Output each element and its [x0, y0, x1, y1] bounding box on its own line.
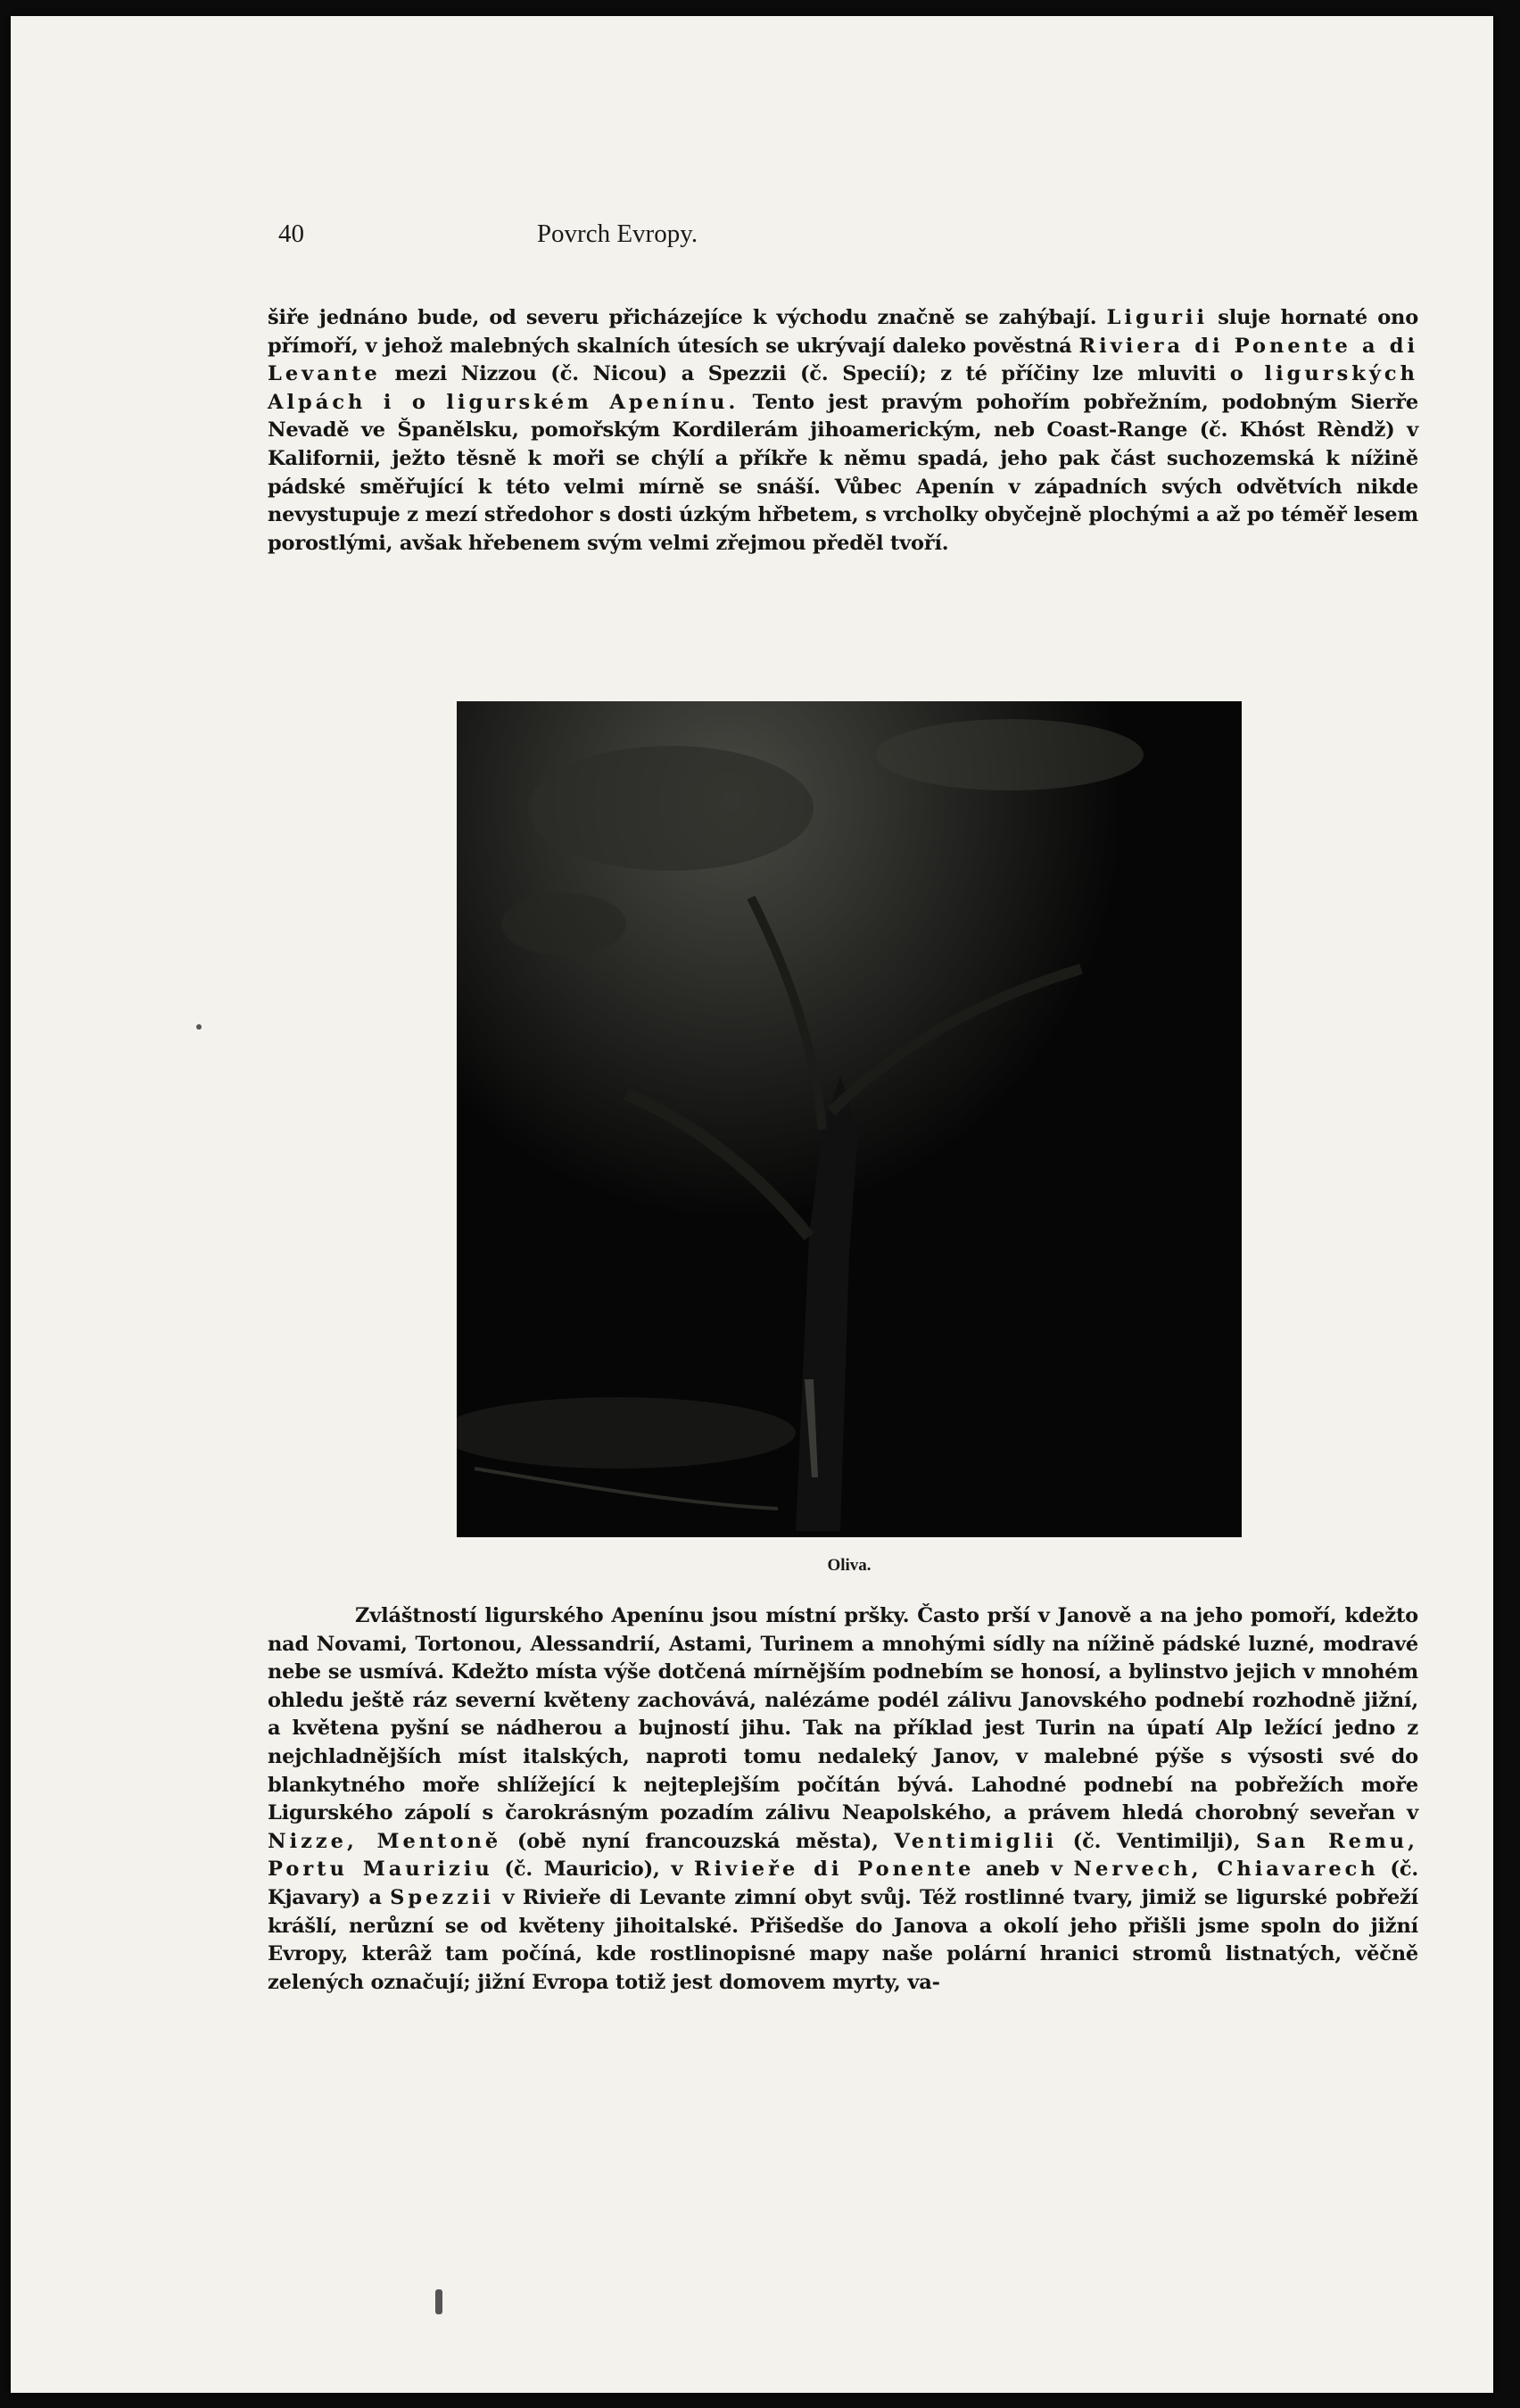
page-number: 40: [278, 219, 304, 248]
paragraph-1: [268, 304, 1418, 558]
text-run: (č. Kjavary) a: [268, 1858, 1418, 1909]
paragraph-2: [268, 1602, 1418, 1997]
text-run: šiře jednáno bude, od severu přicházejíce k východu značně se zahýbají.: [268, 306, 1107, 329]
spaced-term: o ligurských Alpách i o ligurském Apenínu.: [268, 362, 1418, 414]
text-run: mezi Nizzou (č. Nicou) a Spezzii (č. Specií); z té příčiny lze mluviti: [380, 362, 1230, 386]
ink-mark: [435, 2289, 442, 2314]
spaced-term: Nizze, Mentoně: [268, 1829, 502, 1853]
olive-tree-illustration: [457, 701, 1242, 1537]
book-page: [11, 16, 1493, 2393]
spaced-term: Spezzii: [390, 1885, 495, 1909]
text-run: (č. Mauricio), v: [492, 1858, 694, 1882]
engraving-picture: [457, 701, 1242, 1537]
figure-caption: Oliva.: [827, 1556, 872, 1575]
ink-speck: [196, 1024, 202, 1030]
spaced-term: Riviera di Ponente a di Levante: [268, 334, 1419, 386]
text-run: v Rivieře di Levante zimní obyt svůj. Též rostlinné tvary, jimiž se ligurské pobřeží krášlí, nerůzní se od květeny jihoitalské. Přišedše do Janova a okolí jeho přišli jsme spoln do jižní Evropy, kterâž tam počíná, kde rostlinopisné mapy naše polární hranici stromů listnatých, věčně zelených označují; jižní Evropa totiž jest domovem myrty, va-: [268, 1885, 1418, 1994]
text-run: Tento jest pravým pohořím pobřežním, podobným Sierře Nevadě ve Španělsku, pomořským Kordilerám jihoamerickým, neb Coast-Range (č. Khóst Rèndž) v Kalifornii, ježto těsně k moři se chýlí a příkře k němu spadá, jeho pak část suchozemská k nížině pádské směřující k této velmi mírně se snáší. Vůbec Apenín v západních svých odvětvích nikde nevystupuje z mezí středohor s dosti úzkým hřbetem, s vrcholky obyčejně plochými a až po téměř lesem porostlými, avšak hřebenem svým velmi zřejmou předěl tvoří.: [268, 390, 1418, 555]
spaced-term: San Remu, Portu Mauriziu: [268, 1829, 1418, 1882]
text-run: aneb v: [974, 1858, 1074, 1882]
running-title: Povrch Evropy.: [536, 219, 698, 248]
text-run: sluje hornaté ono přímoří, v jehož malebných skalních útesích se ukrývají daleko pověstná: [268, 306, 1418, 358]
spaced-term: Rivieře di Ponente: [693, 1858, 975, 1882]
spaced-term: Nervech, Chiavarech: [1073, 1858, 1379, 1882]
spaced-term: Ventimiglii: [894, 1829, 1058, 1853]
text-run: (č. Ventimilji),: [1057, 1829, 1257, 1853]
text-run: Zvláštností ligurského Apenínu jsou místní pršky. Často prší v Janově a na jeho pomoří, kdežto nad Novami, Tortonou, Alessandrií, Astami, Turinem a mnohými sídly na nížině pádské luzné, modravé nebe se usmívá. Kdežto místa výše dotčená mírnějším podnebím se honosí, a bylinstvo jejich v mnohém ohledu ještě ráz severní květeny zachovává, nalézáme podél zálivu Janovského podnebí rozhodně jižní, a květena pyšní se nádherou a bujností jihu. Tak na příklad jest Turin na úpatí Alp ležící jedno z nejchladnějších míst italských, naproti tomu nedaleký Janov, v malebné pýše s výsosti své do blankytného moře shlížející k nejteplejším počítán bývá. Lahodné podnebí na pobřežích moře Ligurského zápolí s čarokrásným pozadím zálivu Neapolského, a právem hledá chorobný seveřan v: [268, 1604, 1418, 1825]
text-run: (obě nyní francouzská města),: [501, 1829, 895, 1853]
spaced-term: Ligurii: [1106, 306, 1209, 329]
